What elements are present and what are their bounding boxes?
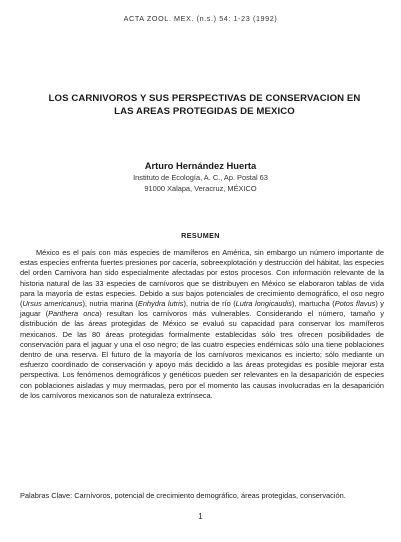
keywords: Palabras Clave: Carnívoros, potencial de crecimiento demográfico, áreas protegidas, conservación. xyxy=(20,491,346,500)
abstract-paragraph xyxy=(20,248,384,401)
abstract-text-5: ) y jaguar ( xyxy=(20,299,384,319)
abstract-body xyxy=(20,248,384,401)
abstract-text-4: ), martucha ( xyxy=(291,299,335,309)
abstract-heading: RESUMEN xyxy=(181,231,220,240)
affiliation-line-2: 91000 Xalapa, Veracruz, MÉXICO xyxy=(144,183,257,193)
title-line-2: LAS AREAS PROTEGIDAS DE MEXICO xyxy=(114,105,295,117)
journal-citation: ACTA ZOOL. MEX. (n.s.) 54: 1-23 (1992) xyxy=(123,14,278,23)
species-potos-flavus: Potos flavus xyxy=(334,299,376,309)
abstract-text-1: México es el país con más especies de mamíferos en América, sin embargo un número importante de estas especies enfrenta fuertes presiones por cacería, sobreexplotación y destrucción del hábitat, las especies del orden Carnivora han sido especialmente afectadas por estos procesos. Con información relevante de la historia natural de las 33 especies de carnívoros que se distribuyen en México se elaboraron tablas de vida para la mayoría de estas especies. Debido a sus bajos potenciales de crecimiento demográfico, el oso negro ( xyxy=(20,248,384,309)
species-enhydra-lutris: Enhydra lutris xyxy=(137,299,184,309)
author-name: Arturo Hernández Huerta xyxy=(144,160,257,171)
species-panthera-onca: Panthera onca xyxy=(48,309,100,319)
abstract-text-3: ), nutria de río ( xyxy=(183,299,236,309)
species-lutra-longicaudis: Lutra longicaudis xyxy=(235,299,292,309)
author-affiliation xyxy=(0,173,401,194)
page-number: 1 xyxy=(198,512,203,521)
article-title xyxy=(32,93,377,118)
affiliation-line-1: Instituto de Ecología, A. C., Ap. Postal 63 xyxy=(133,173,268,182)
abstract-text-2: ), nutria marina ( xyxy=(82,299,138,309)
title-line-1: LOS CARNIVOROS Y SUS PERSPECTIVAS DE CONSERVACION EN xyxy=(48,93,361,104)
species-ursus-americanus: Ursus americanus xyxy=(22,299,83,309)
abstract-text-6: ) resultan los carnívoros más vulnerables. Considerando el número, tamaño y distribución de las áreas protegidas de México se evaluó su capacidad para conservar los mamíferos mexicanos. De las 80 áreas protegidas formalmente establecidas sólo tres ofrecen posibilidades de conservación para el jaguar y una el oso negro; de las cuatro especies endémicas sólo una tiene poblaciones dentro de una reserva. El futuro de la mayoría de los carnívoros mexicanos es incierto; sólo mediante un esfuerzo coordinado de conservación y apoyo más decidido a las áreas protegidas es posible mejorar esta perspectiva. Los fenómenos demográficos y genéticos pueden ser relevantes en la desaparición de especies con poblaciones aisladas y muy mermadas, pero por el momento las causas involucradas en la desaparición de los carnívoros mexicanos son de naturaleza extrínseca. xyxy=(20,309,384,400)
